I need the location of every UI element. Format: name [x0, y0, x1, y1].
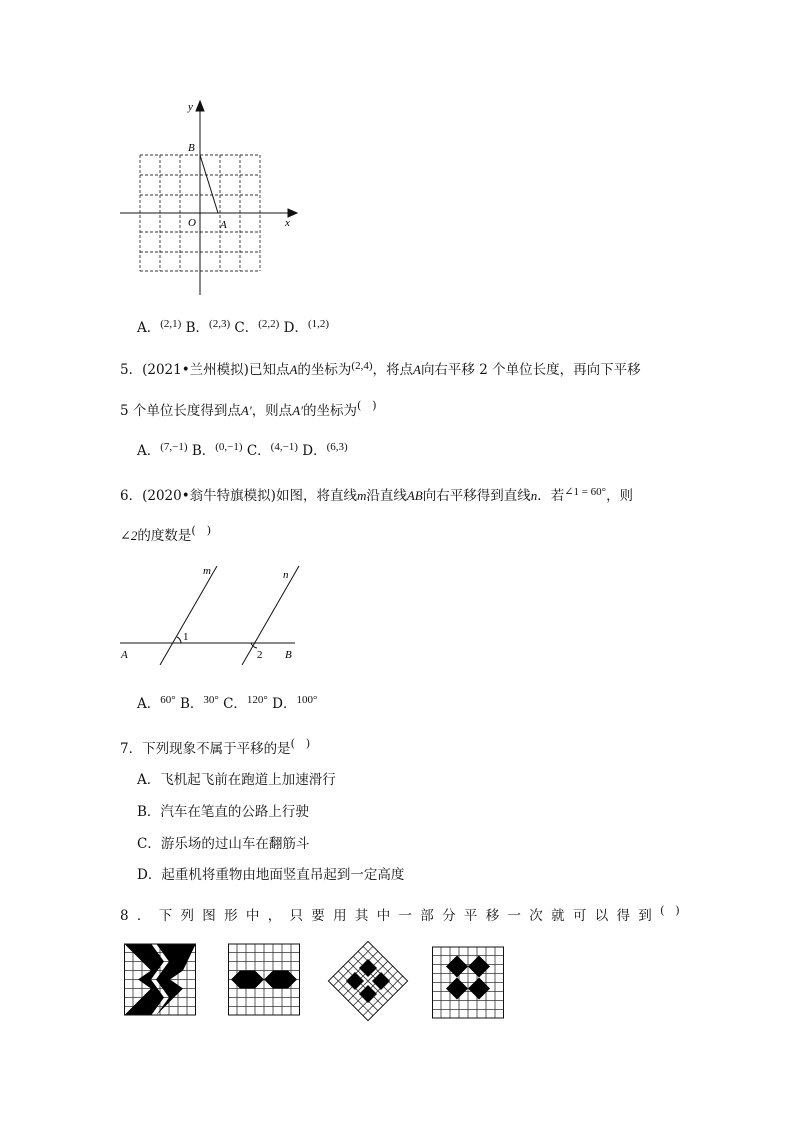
q4-option-a-letter[interactable]: A．	[137, 320, 161, 336]
y-axis-label: y	[188, 101, 193, 113]
q7-option-b[interactable]: B．汽车在笔直的公路上行驶	[137, 804, 309, 820]
q6-option-b-value: 30°	[203, 694, 219, 706]
q6-option-a-letter[interactable]: A．	[137, 696, 161, 712]
q8-stem: 8．下列图形中，只要用其中一部分平移一次就可以得到( )	[120, 904, 680, 924]
point-b-label: B	[285, 649, 292, 661]
q5-option-a-value: (7,−1)	[160, 441, 188, 453]
q6-answer-bracket[interactable]: ( )	[191, 524, 211, 537]
q5-stem-line1: 5．(2021•兰州模拟)已知点A的坐标为$^{(2,4)}$，将点A向右平移 2 个单位长度，再向下平移	[120, 360, 641, 378]
q8-figure-1-zigzag[interactable]	[124, 943, 196, 1016]
q5-option-d-value: (6,3)	[326, 441, 348, 453]
q5-option-c-value: (4,−1)	[270, 441, 298, 453]
q5-stem-line2: 5 个单位长度得到点A′，则点A′的坐标为( )	[120, 399, 377, 419]
q6-stem-line2: ∠2的度数是( )	[120, 524, 211, 544]
angle-2-label: 2	[257, 649, 263, 661]
q7-option-c[interactable]: C．游乐场的过山车在翻筋斗	[137, 836, 310, 852]
q4-option-c-value: (2,2)	[258, 318, 280, 330]
q6-option-c-letter[interactable]: C．	[223, 696, 247, 712]
q4-option-c-letter[interactable]: C．	[234, 320, 259, 336]
q4-option-d-value: (1,2)	[307, 318, 330, 330]
point-a-label: A	[121, 649, 128, 661]
angle-1-label: 1	[183, 631, 189, 643]
origin-label: O	[188, 217, 196, 229]
q6-option-d-letter[interactable]: D．	[272, 696, 297, 712]
q8-figure-3-rotated-grid[interactable]	[324, 937, 412, 1025]
q6-option-a-value: 60°	[160, 694, 176, 706]
q6-option-d-value: 100°	[296, 694, 318, 706]
q5-option-b-value: (0,−1)	[215, 441, 243, 453]
q8-figure-4-diamonds[interactable]	[432, 946, 504, 1019]
q6-stem-line1: 6．(2020•翁牛特旗模拟)如图，将直线m沿直线AB向右平移得到直线n．若$^{\angle 1 = 60^\circ}$，则	[120, 486, 634, 504]
q4-options	[137, 316, 329, 336]
line-n-label: n	[283, 569, 289, 581]
q6-option-b-letter[interactable]: B．	[179, 696, 204, 712]
q4-option-a-value: (2,1)	[160, 318, 182, 330]
x-axis-label: x	[285, 217, 290, 229]
q7-stem: 7．下列现象不属于平移的是( )	[120, 737, 311, 757]
q7-option-a[interactable]: A．飞机起飞前在跑道上加速滑行	[137, 772, 336, 788]
q7-answer-bracket[interactable]: ( )	[290, 737, 311, 750]
q4-coordinate-figure	[110, 95, 310, 300]
q5-options	[137, 439, 348, 459]
point-a-label: A	[220, 219, 227, 231]
q7-option-d[interactable]: D．起重机将重物由地面竖直吊起到一定高度	[137, 867, 405, 883]
q5-option-c-letter[interactable]: C．	[246, 443, 271, 459]
q8-figure-2-hexagons[interactable]	[228, 943, 300, 1016]
line-m-label: m	[203, 565, 211, 577]
q5-answer-bracket[interactable]: ( )	[356, 399, 377, 412]
q5-option-a-letter[interactable]: A．	[137, 443, 161, 459]
q6-options	[137, 692, 317, 712]
q8-answer-bracket[interactable]: ( )	[660, 904, 680, 917]
q4-option-b-letter[interactable]: B．	[185, 320, 210, 336]
q5-option-d-letter[interactable]: D．	[302, 443, 327, 459]
q5-option-b-letter[interactable]: B．	[191, 443, 216, 459]
q6-parallel-lines-figure	[115, 560, 305, 665]
q6-option-c-value: 120°	[246, 694, 268, 706]
point-b-label: B	[188, 142, 195, 154]
q4-option-b-value: (2,3)	[209, 318, 231, 330]
q4-option-d-letter[interactable]: D．	[283, 320, 308, 336]
